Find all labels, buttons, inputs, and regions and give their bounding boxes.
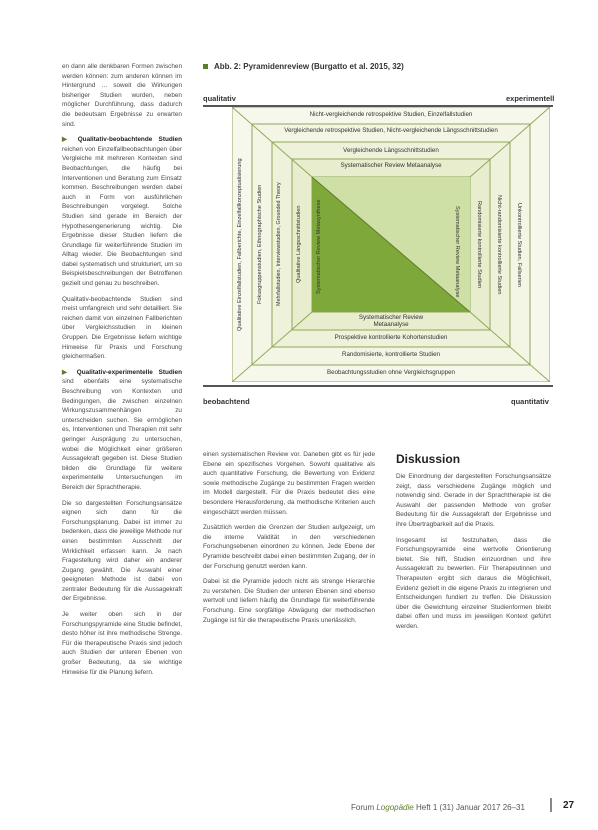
middle-para-3: Dabei ist die Pyramide jedoch nicht als strenge Hierarchie zu verstehen. Die Studien der unteren Ebenen sind ebenso wertvoll und liefern häufig die Grundlage für weiterführende Forschung. Eine sorgfältige Abwägung der methodischen Zugänge ist für die therapeutische Praxis unerlässlich. [203, 578, 375, 624]
section-heading-diskussion: Diskussion [396, 452, 461, 466]
page-number: 27 [563, 800, 575, 811]
figure-marker-icon [203, 64, 208, 69]
right-para-1: Die Einordnung der dargestellten Forschungsansätze zeigt, dass verschiedene Zugänge möglich und notwendig sind. Gerade in der Sprachtherapie ist die Auswahl der passenden Methode von großer Bedeutung für die Aussagekraft der Ergebnisse und ihre Übertragbarkeit auf die Praxis. [396, 473, 551, 528]
left-para-2 [62, 135, 182, 289]
left-para-2-body: reichen von Einzelfallbeobachtungen über Vergleiche mit mehreren Kontexten sind Beobachtungen, die häufig bei Interventionen und Beratung zum Einsatz kommen. Beschreibungen werden dabei auch in Form von ausführlichen Beschreibungen vorgelegt. Solche Studien sind gerade im Bereich der Hypothesengenerierung wichtig. Die Ergebnisse dieser Studien liefern die Grundlage für weiterführende Studien im Alltag wieder. Die Beobachtungen sind dabei systematisch und strukturiert, um so Beispielsbeschreibungen der Betroffenen gezielt und genau zu beschreiben. [62, 145, 182, 288]
middle-column [203, 450, 375, 631]
top-band-2: Vergleichende retrospektive Studien, Nicht-vergleichende Längsschnittstudien [284, 127, 498, 134]
arrow-icon: ▶ [62, 136, 72, 144]
arrow-icon: ▶ [62, 368, 71, 376]
bottom-band-3: Randomisierte, kontrollierte Studien [341, 351, 441, 358]
corner-label-beobachtend: beobachtend [203, 397, 250, 406]
bottom-band-1: Systematischer Review Metaanalyse [358, 314, 424, 328]
footer-brand-name: Logopädie [376, 803, 414, 812]
figure-bottom-rule [203, 385, 553, 387]
bottom-band-4: Beobachtungsstudien ohne Vergleichsgruppen [327, 369, 455, 376]
corner-label-experimentell: experimentell [506, 94, 555, 103]
corner-label-qualitativ: qualitativ [203, 94, 236, 103]
left-band-3: Mehrfallstudien, Interviewstudien, Grounded Theory [276, 182, 282, 307]
top-band-3: Vergleichende Längsschnittstudien [343, 147, 439, 154]
right-band-4: Unkontrollierte Studien, Fallserien [516, 202, 522, 287]
left-column [62, 62, 182, 683]
right-band-2: Randomisierte kontrollierte Studien [476, 200, 482, 289]
right-para-2: Insgesamt ist festzuhalten, dass die Forschungspyramide eine wertvolle Orientierung bietet. Sie hilft, Studien einzuordnen und ihre Aussagekraft zu bewerten. Für Therapeutinnen und Therapeuten ergibt sich daraus die Möglichkeit, Evidenz gezielt in die eigene Praxis zu integrieren und Entscheidungen fundiert zu treffen. Die Diskussion über die Gewichtung einzelner Studienformen bleibt dabei offen und muss im jeweiligen Kontext geführt werden. [396, 536, 551, 630]
left-para-2-lead: Qualitativ-beobachtende Studien [77, 136, 182, 144]
left-para-4 [62, 368, 182, 493]
middle-para-2: Zusätzlich werden die Grenzen der Studien aufgezeigt, um die interne Validität in den verschiedenen Forschungsebenen einordnen zu können. Jede Ebene der Pyramide beschreibt dabei einen bestimmten Zugang, der in der Forschung genutzt werden kann. [203, 524, 375, 570]
left-band-2: Fokusgruppenstudien, Ethnographische Studien [257, 184, 263, 305]
pyramid-diagram [232, 107, 550, 382]
bottom-band-2: Prospektive kontrollierte Kohortenstudien [334, 334, 448, 341]
left-para-6: Je weiter oben sich in der Forschungspyramide eine Studie befindet, desto höher ist ihre methodische Strenge. Für die therapeutische Praxis sind jedoch auch Studien der unteren Ebenen von großer Bedeutung, da sie wichtige Hinweise für die Planung liefern. [62, 611, 182, 676]
right-band-3: Nicht-randomisierte kontrollierte Studien [496, 194, 502, 295]
top-band-4: Systematischer Review Metaanalyse [340, 162, 442, 169]
corner-label-quantitativ: quantitativ [511, 397, 549, 406]
left-para-4-lead: Qualitativ-experimentelle Studien [76, 368, 183, 376]
footer-brand-prefix: Forum [351, 803, 375, 812]
left-band-5: Systematischer Review Metasynthese [316, 199, 322, 295]
left-band-1: Qualitative Einzelfallstudien, Fallberichte, Einzelfallkonzeptualisierung [237, 158, 243, 331]
footer-divider [550, 798, 552, 812]
figure-title [203, 62, 404, 71]
right-column [396, 472, 551, 638]
left-para-4-body: sind ebenfalls eine systematische Beschreibung von Kontexten und Bedingungen, die zwischen einzelnen Wirkungszusammenhängen zu unterscheiden suchen. Sie ermöglichen es, Interventionen und Therapien mit sehr geringer Ausprägung zu untersuchen, wobei die Möglichkeit einer größeren Aussagekraft gegeben ist. Diese Studien bilden die Grundlage für weitere experimentelle Untersuchungen im Bereich der Sprachtherapie. [62, 378, 182, 491]
page-footer [351, 803, 525, 812]
footer-issue: Heft 1 (31) Januar 2017 26–31 [415, 803, 525, 812]
top-band-1: Nicht-vergleichende retrospektive Studien, Einzelfallstudien [309, 111, 473, 118]
right-band-1: Systematischer Review Metaanalyse [454, 206, 460, 298]
figure-title-text: Abb. 2: Pyramidenreview (Burgatto et al. 2015, 32) [213, 62, 404, 71]
left-para-5: Die so dargestellten Forschungsansätze eignen sich dann für die Forschungsplanung. Dabei ist immer zu bedenken, dass die jeweilige Methode nur einen bestimmten Ausschnitt der Wirklichkeit erfassen kann. Je nach Fragestellung wird daher ein anderer Zugang gewählt. Die Auswahl einer geeigneten Methode ist dabei von zentraler Bedeutung für die Aussagekraft der Ergebnisse. [62, 499, 182, 603]
middle-para-1: einen systematischen Review vor. Daneben gibt es für jede Ebene ein spezifisches Vorgehen. Sowohl qualitative als auch quantitative Forschung, die Bewertung von Evidenz sowie methodische Zugänge zu bestimmten Fragen werden im Modell dargestellt. Für die Praxis bedeutet dies eine besondere Herausforderung, da methodische Kriterien auch eingeschätzt werden müssen. [203, 451, 375, 516]
left-para-3: Qualitativ-beobachtende Studien sind meist umfangreich und sehr detailliert. Sie reichen damit von einzelnen Fallberichten über Vergleichsstudien in kleinen Gruppen. Die Ergebnisse liefern wichtige Hinweise für Praxis und Forschung gleichermaßen. [62, 295, 182, 361]
left-para-1: en dann alle denkbaren Formen zwischen werden können: zum anderen können im Hintergrund … soweit die Wirkungen bisheriger Studien wurden, neben möglicher Durchführung, dass dadurch die bedeutsam Ergebnisse zu erwarten sind. [62, 63, 182, 128]
left-band-4: Qualitative Längsschnittstudien [296, 205, 302, 284]
